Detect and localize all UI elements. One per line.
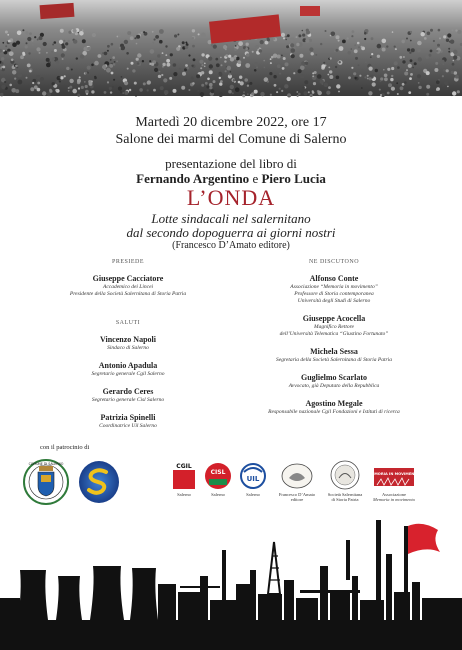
red-flag [408,524,440,554]
comune-salerno-logo [22,458,70,506]
person-role: Segretario generale Cisl Salerno [91,397,165,403]
authors-line [0,171,462,186]
person-name: Giuseppe Cacciatore [92,274,164,283]
cgil-label: Salerno [177,492,191,497]
person-saluti [48,413,208,430]
cisl-label: Salerno [211,492,225,497]
person-role: Università degli Studi di Salerno [297,298,371,304]
person-role: Presidente della Società Salernitana di Storia Patria [69,291,187,297]
person-name: Guglielmo Scarlato [301,373,367,382]
person-name: Patrizia Spinelli [100,413,156,422]
cgil-logo-text: CGIL [176,463,192,470]
crowd-photo [0,0,462,96]
uil-logo-text: UIL [246,475,260,483]
discutono-heading: NE DISCUTONO [308,259,360,265]
person-role: Segretaria della Società Salernitana di Storia Patria [276,357,392,363]
industrial-skyline [0,520,462,650]
person-name: Michela Sessa [310,347,358,356]
person-saluti [48,361,208,378]
cisl-logo [204,462,232,490]
event-venue: Salone dei marmi del Comune di Salerno [115,132,347,147]
person-saluti [48,335,208,352]
comune-logo-text: COMUNE DI SALERNO [28,462,64,466]
event-date: Martedì 20 dicembre 2022, ore 17 [135,115,327,130]
left-column [48,258,208,439]
person-role: Associazione “Memoria in movimento” [290,284,378,290]
authors-and: e [252,171,259,186]
storia-label-1: Società Salernitana [327,492,363,497]
person-discutono [244,373,424,390]
book-subtitle-1: Lotte sindacali nel salernitano [151,211,311,226]
damato-label-2: editore [290,497,304,502]
author-2: Piero Lucia [261,171,326,186]
person-role: dell’Università Telematica “Giustino Fortunato” [279,331,389,337]
person-name: Alfonso Conte [309,274,359,283]
storia-patria-logo [330,460,360,490]
memoria-logo [368,464,420,490]
logos-row [0,458,462,518]
cisl-logo-text: CISL [210,469,226,476]
s-circle-logo [78,460,120,504]
person-role: Responsabile nazionale Cgil Fondazioni e Istituti di ricerca [268,409,400,415]
person-role: Professore di Storia contemporanea [294,291,374,297]
damato-label-1: Francesco D’Amato [278,492,316,497]
person-name: Gerardo Ceres [102,387,154,396]
presentation-line: presentazione del libro di [165,156,297,171]
author-1: Fernando Argentino [136,171,250,186]
saluti-heading: SALUTI [115,320,141,326]
uil-logo [238,462,268,490]
damato-editore-logo [280,462,314,490]
person-name: Antonio Apadula [98,361,158,370]
person-presiede [48,274,208,298]
memoria-label-1: Associazione [382,492,406,497]
person-name: Vincenzo Napoli [100,335,156,344]
person-name: Agostino Megale [305,399,363,408]
book-title: L’ONDA [186,185,276,210]
person-role: Avvocato, già Deputato della Repubblica [288,383,380,389]
book-subtitle-2: dal secondo dopoguerra ai giorni nostri [126,225,336,240]
storia-label-2: di Storia Patria [331,497,359,502]
right-column [244,258,424,425]
person-discutono [244,347,424,364]
uil-label: Salerno [246,492,260,497]
person-discutono [244,314,424,338]
presiede-heading: PRESIEDE [111,259,144,265]
person-discutono [244,274,424,305]
person-name: Giuseppe Acocella [302,314,366,323]
patrocinio-label: con il patrocinio di [40,444,90,451]
person-role: Accademico dei Lincei [102,284,154,290]
memoria-label-2: Memoria in movimento [373,497,415,502]
cgil-logo [172,462,196,490]
memoria-logo-text: MEMORIA IN MOVIMENTO [368,472,420,476]
person-discutono [244,399,424,416]
person-role: Sindaco di Salerno [107,345,149,351]
person-saluti [48,387,208,404]
person-role: Segretario generale Cgil Salerno [91,371,165,377]
person-role: Magnifico Rettore [314,324,354,330]
book-publisher: (Francesco D’Amato editore) [172,240,290,251]
person-role: Coordinatrice Uil Salerno [99,423,157,429]
